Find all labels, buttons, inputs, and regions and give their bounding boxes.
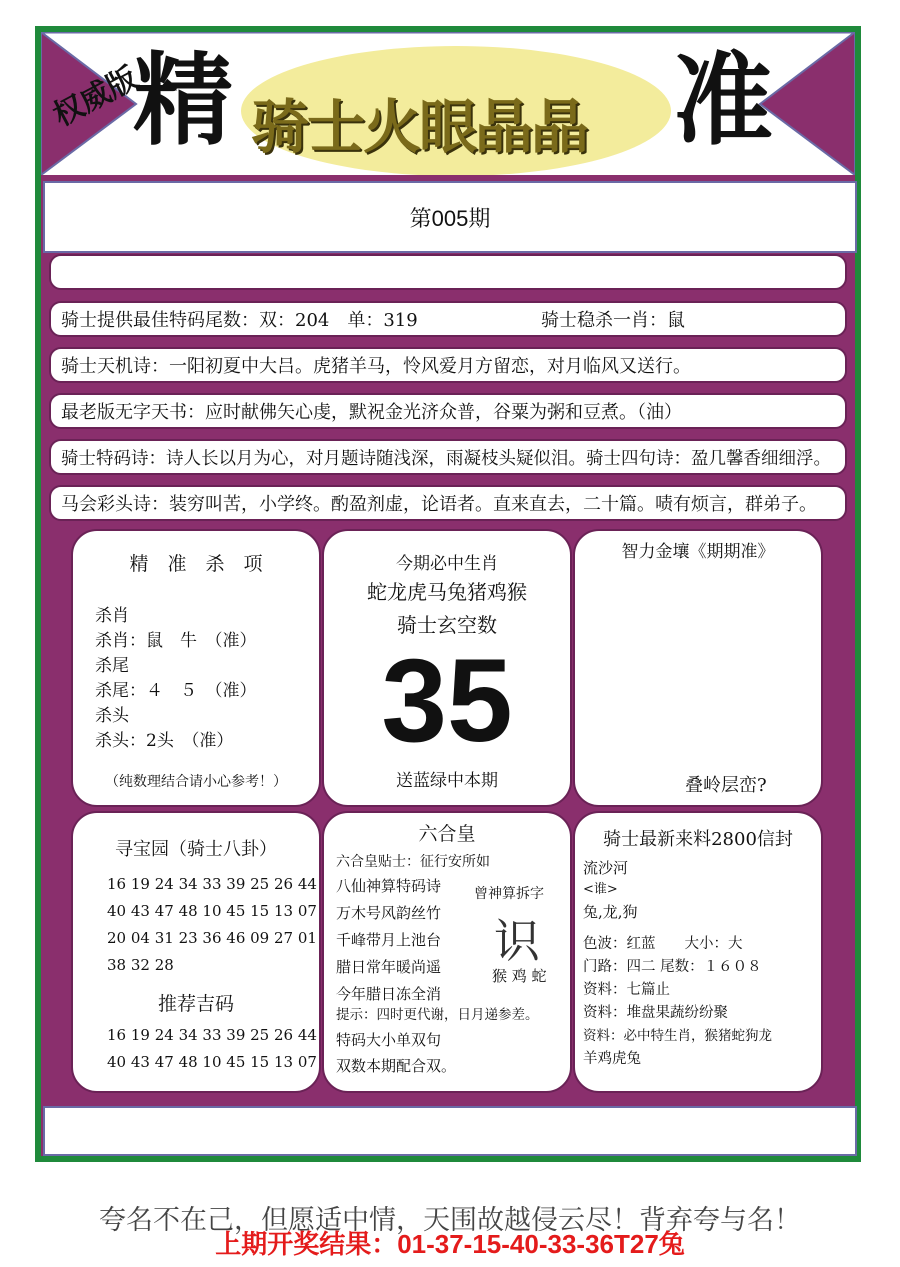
row-poem-4 — [49, 485, 847, 521]
liuhe-poem — [336, 873, 441, 1008]
number-line: 40 43 47 48 10 45 15 13 07 — [107, 902, 317, 920]
blank-row — [49, 254, 847, 290]
info-line: 色波：红蓝 大小：大 — [583, 936, 743, 952]
big-char-left: 精 — [133, 41, 233, 159]
row-text: 马会彩头诗：装穷叫苦，小学终。酌盈剂虚，论语者。直来直去，二十篇。啧有烦言，群弟子。 — [61, 494, 817, 515]
row-text: 最老版无字天书：应时献佛矢心虔，默祝金光济众普，谷粟为粥和豆煮。（油） — [61, 402, 682, 423]
bottom-blank-box — [43, 1106, 857, 1156]
kill-line: 杀头 — [95, 706, 129, 726]
center-line3: 骑士玄空数 — [397, 613, 497, 637]
latest-line: <谁> — [583, 882, 618, 897]
latest-panel — [573, 811, 823, 1093]
riddle-panel — [573, 529, 823, 807]
number-line: 40 43 47 48 10 45 15 13 07 — [107, 1053, 317, 1071]
info-line: 资料：必中特生肖，猴猪蛇狗龙 — [583, 1028, 772, 1044]
liuhe-tip: 六合皇贴士：征行安所如 — [336, 854, 490, 870]
badge-text: 权威版 — [47, 60, 144, 134]
riddle-answer: 叠岭层峦? — [685, 775, 767, 796]
liuhe-panel — [322, 811, 572, 1093]
liuhe-title: 六合皇 — [418, 823, 476, 845]
row-poem-3 — [49, 439, 847, 475]
inner-panel — [41, 32, 855, 1156]
footer-motto: 夸名不在己，但愿适中情，天围故越侵云尽！背弃夸与名！ — [99, 1205, 801, 1236]
riddle-title: 智力金壤《期期准》 — [621, 542, 775, 562]
lucky-number: 35 — [381, 635, 513, 767]
latest-line: 兔,龙,狗 — [583, 903, 638, 921]
recommend-numbers — [107, 1022, 319, 1076]
poem-line: 腊日常年暖尚遥 — [336, 958, 442, 976]
latest-lines — [583, 857, 821, 923]
number-line: 38 32 28 — [107, 956, 174, 974]
kill-lines — [95, 604, 319, 754]
row-text: 骑士提供最佳特码尾数：双：204 单：319 — [61, 310, 418, 331]
number-line: 16 19 24 34 33 39 25 26 44 — [107, 1026, 317, 1044]
treasure-panel — [71, 811, 321, 1093]
number-line: 20 04 31 23 36 46 09 27 01 — [107, 929, 317, 947]
poem-line: 万木号风韵丝竹 — [336, 904, 442, 922]
kill-line: 杀肖：鼠 牛 （准） — [95, 631, 257, 651]
kill-line: 杀肖 — [95, 606, 129, 626]
kill-line: 杀尾：４ ５ （准） — [95, 681, 257, 701]
latest-info — [583, 933, 821, 1071]
zeng-animals: 猴 鸡 蛇 — [492, 967, 547, 985]
info-line: 资料：七篇止 — [583, 982, 670, 998]
kill-panel — [71, 529, 321, 807]
info-line: 资料：堆盘果蔬纷纷聚 — [583, 1005, 728, 1021]
poem-line: 今年腊日冻全消 — [336, 985, 442, 1003]
treasure-numbers — [107, 871, 319, 979]
issue-number: 第005期 — [409, 205, 491, 231]
big-char-right: 准 — [673, 41, 773, 159]
header-banner — [41, 32, 855, 175]
tail-line: 双数本期配合双。 — [336, 1057, 457, 1075]
kill-title: 精 准 杀 项 — [129, 553, 263, 575]
row-text: 骑士特码诗：诗人长以月为心，对月题诗随浅深，雨凝枝头疑似泪。骑士四句诗：盈几馨香细细浮。 — [61, 448, 831, 469]
center-line1: 今期必中生肖 — [396, 554, 498, 574]
latest-title: 骑士最新来料2800信封 — [603, 829, 793, 850]
recommend-title: 推荐吉码 — [157, 993, 234, 1015]
center-line4: 送蓝绿中本期 — [396, 771, 498, 791]
info-line: 羊鸡虎兔 — [583, 1051, 641, 1067]
zeng-title: 曾神算拆字 — [474, 886, 544, 902]
center-zodiacs: 蛇龙虎马兔猪鸡猴 — [367, 580, 527, 604]
zeng-char: 识 — [494, 914, 540, 968]
kill-note: （纯数理结合请小心参考！） — [105, 774, 287, 790]
page-title: 骑士火眼晶晶 — [251, 93, 588, 161]
row-poem-1 — [49, 347, 847, 383]
kill-line: 杀头：2头 （准） — [95, 731, 234, 751]
outer-frame — [35, 26, 861, 1162]
center-panel — [322, 529, 572, 807]
issue-number-box — [43, 181, 857, 253]
poem-line: 八仙神算特码诗 — [336, 877, 442, 895]
row-kill-zodiac: 骑士稳杀一肖：鼠 — [541, 310, 685, 331]
row-tail-numbers — [49, 301, 847, 337]
kill-line: 杀尾 — [95, 656, 129, 676]
liuhe-tail — [336, 1027, 456, 1079]
liuhe-hint: 提示：四时更代谢，日月递参差。 — [336, 1007, 539, 1023]
latest-line: 流沙河 — [583, 859, 629, 877]
last-draw-result: 上期开奖结果：01-37-15-40-33-36T27兔 — [215, 1229, 685, 1259]
info-line: 门路：四二 尾数：１６０８ — [583, 959, 762, 975]
row-poem-2 — [49, 393, 847, 429]
tail-line: 特码大小单双句 — [336, 1031, 442, 1049]
treasure-title: 寻宝园（骑士八卦） — [115, 839, 277, 860]
poem-line: 千峰带月上池台 — [336, 931, 442, 949]
row-text: 骑士天机诗：一阳初夏中大吕。虎猪羊马，怜风爱月方留恋，对月临风又送行。 — [61, 356, 691, 377]
number-line: 16 19 24 34 33 39 25 26 44 — [107, 875, 317, 893]
